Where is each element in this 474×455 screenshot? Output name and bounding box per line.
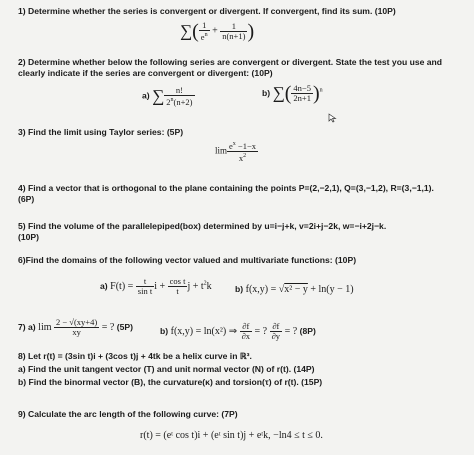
q6a-formula: a) F(t) = $\frac{t}{\text{sin t}}$ i + $\frac{\text{cos t}}{t}$ $j + t^2k$: [100, 276, 212, 296]
q8-line2: a) Find the unit tangent vector (T) and unit normal vector (N) of r(t). (14P): [18, 364, 315, 374]
q2a-label: a): [142, 90, 150, 101]
q2-line2: clearly indicate if the series are convergent or divergent: (10P): [18, 68, 273, 78]
q8-line3: b) Find the binormal vector (B), the curvature(κ) and torsion(τ) of r(t). (15P): [18, 377, 323, 387]
q3-text: 3) Find the limit using Taylor series: (5P): [18, 127, 184, 137]
q6a-label: a): [100, 280, 108, 291]
q2b-label: b): [262, 87, 271, 98]
q5-line2: (10P): [18, 232, 40, 242]
q8-line1: 8) Let r(t) = (3sin t)i + (3cos t)j + 4tk be a helix curve in ℝ³.: [18, 351, 252, 361]
q9-text: 9) Calculate the arc length of the following curve: (7P): [18, 409, 238, 419]
q2a-formula: a) ∑ $\frac{n!}{2^n(n+2)}$: [142, 85, 193, 107]
q9-formula: r(t) = (eᵗ cos t)i + (eᵗ sin t)j + eᵗk, −ln4 ≤ t ≤ 0.: [140, 430, 323, 441]
q2-line1: 2) Determine whether below the following series are convergent or divergent. State the test you use and: [18, 57, 443, 67]
q3-formula: lim $\frac{e^x -1-x}{x^2}$: [215, 140, 257, 163]
q5-line1: 5) Find the volume of the parallelepiped(box) determined by u=i−j+k, v=2i+j−2k, w=−i+2j−k.: [18, 221, 387, 231]
q2b-formula: b) ∑( $\frac{4n-5}{2n+1}$ )$^n$: [262, 82, 323, 105]
q7b-label: b): [160, 325, 169, 336]
q1-formula: ∑( $\frac{1}{e^n}$ + $\frac{1}{n(n+1)}$ ): [180, 20, 255, 43]
q6b-formula: b) f(x,y) = √x² − y + ln(y − 1): [235, 284, 354, 295]
q4-line1: 4) Find a vector that is orthogonal to the plane containing the points P=(2,−2,1), Q=(3,−1,2), R=(3,−1,1).: [18, 183, 434, 193]
q7a-formula: 7) a) lim $\frac{2 - √(xy+4)}{xy}$ = ? (5P): [18, 317, 134, 337]
q1-text: 1) Determine whether the series is convergent or divergent. If convergent, find its sum. (10P): [18, 6, 396, 16]
q6b-label: b): [235, 284, 244, 294]
q7b-formula: b) f(x,y) = ln(x²) ⇒ $\frac{\partial f}{\partial x}$ = ? $\frac{\partial f}{\partial y}$ = ? (8P): [160, 321, 316, 341]
q4-line2: (6P): [18, 194, 35, 204]
q7a-label: 7) a): [18, 321, 36, 332]
q6-text: 6)Find the domains of the following vector valued and multivariate functions: (10P): [18, 255, 357, 265]
mouse-cursor-icon: [328, 113, 338, 123]
